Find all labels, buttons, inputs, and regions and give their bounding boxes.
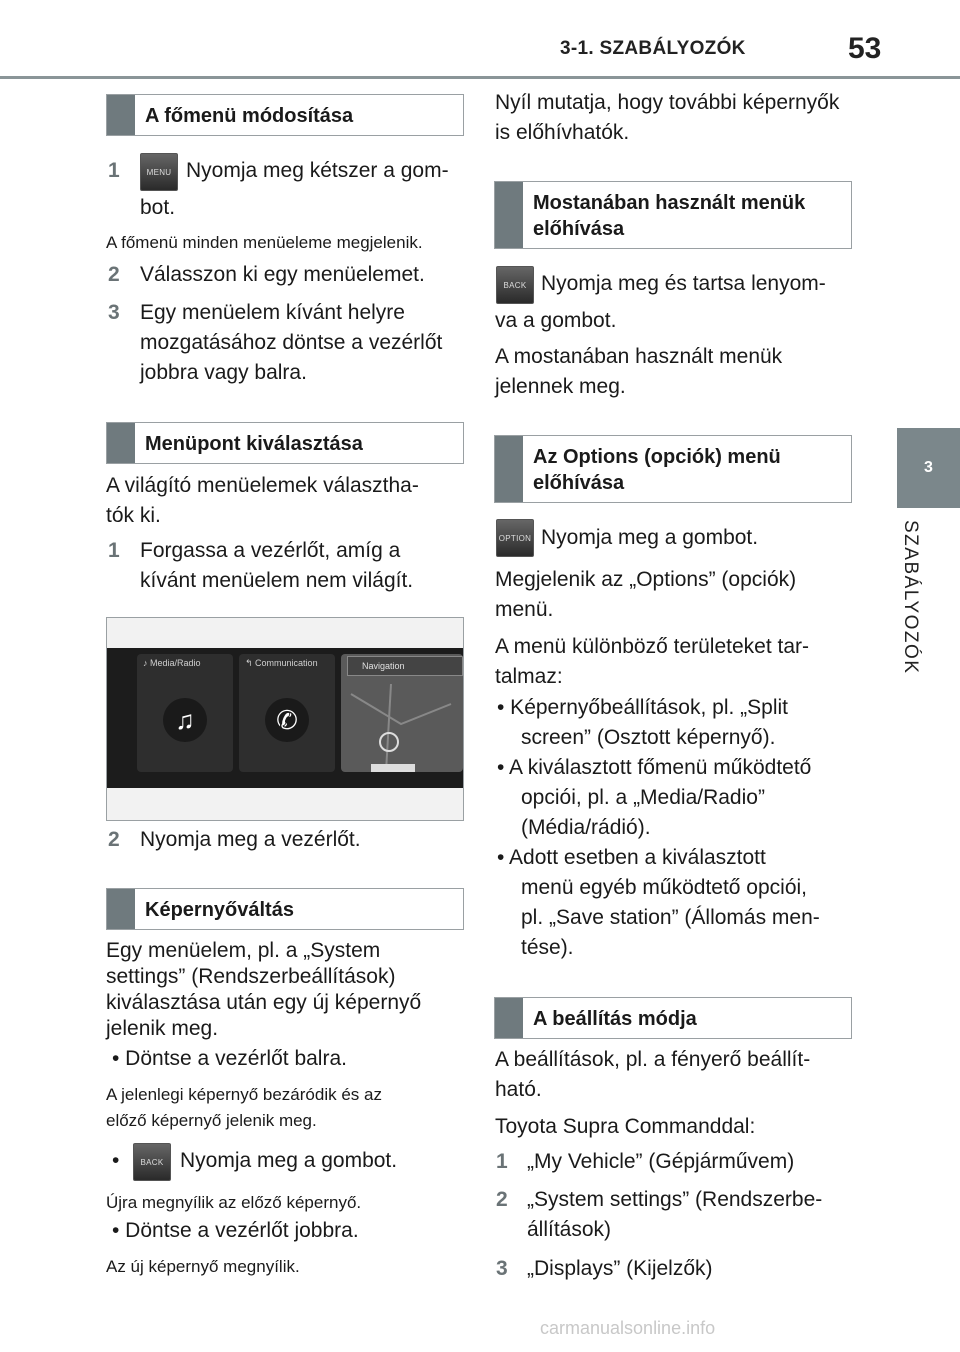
- paragraph: A menü különböző területeket tar-: [495, 635, 810, 658]
- note-text: A főmenü minden menüeleme megjelenik.: [106, 233, 423, 252]
- step-number: 1: [108, 539, 120, 562]
- back-button-icon: BACK: [133, 1143, 171, 1181]
- step-number: 2: [496, 1188, 508, 1211]
- step-text: Egy menüelem kívánt helyre: [140, 301, 405, 324]
- paragraph: Nyomja meg és tartsa lenyom-: [541, 272, 826, 295]
- step-number: 3: [108, 301, 120, 324]
- map-icon: [341, 654, 463, 772]
- chapter-tab: 3: [897, 428, 960, 508]
- step-text: mozgatásához döntse a vezérlőt: [140, 331, 443, 354]
- paragraph: Nyomja meg a gombot.: [541, 526, 759, 549]
- menu-button-icon: MENU: [140, 153, 178, 191]
- step-number: 3: [496, 1257, 508, 1280]
- heading-setting-method: A beállítás módja: [494, 997, 852, 1039]
- phone-icon: ✆: [276, 704, 298, 735]
- note-text: Újra megnyílik az előző képernyő.: [106, 1193, 362, 1212]
- step-text: Forgassa a vezérlőt, amíg a: [140, 539, 401, 562]
- note-text: Az új képernyő megnyílik.: [106, 1257, 300, 1276]
- note-text: előző képernyő jelenik meg.: [106, 1111, 317, 1130]
- note-text: A jelenlegi képernyő bezáródik és az: [106, 1085, 382, 1104]
- section-title: 3-1. SZABÁLYOZÓK: [560, 38, 746, 59]
- step-text: Nyomja meg kétszer a gom-: [186, 159, 449, 182]
- bullet-item: tése).: [521, 936, 574, 959]
- paragraph: jelenik meg.: [106, 1017, 219, 1040]
- menu-card-navigation: Navigation: [341, 654, 463, 772]
- paragraph: A beállítások, pl. a fényerő beállít-: [495, 1048, 811, 1071]
- paragraph: talmaz:: [495, 665, 563, 688]
- step-number: 1: [108, 159, 120, 182]
- header-rule: [0, 76, 960, 79]
- step-number: 2: [108, 263, 120, 286]
- paragraph: jelennek meg.: [495, 375, 626, 398]
- paragraph: Egy menüelem, pl. a „System: [106, 939, 381, 962]
- menu-card-communication: ↰ Communication ✆: [239, 654, 335, 772]
- paragraph: Toyota Supra Commanddal:: [495, 1115, 756, 1138]
- back-button-icon: BACK: [496, 266, 534, 304]
- bullet-dot: •: [112, 1149, 120, 1172]
- bullet-item: (Média/rádió).: [521, 816, 651, 839]
- paragraph: is előhívhatók.: [495, 121, 630, 144]
- page-number: 53: [848, 32, 882, 65]
- step-text: „System settings” (Rendszerbe-: [527, 1188, 823, 1211]
- bullet-item: screen” (Osztott képernyő).: [521, 726, 776, 749]
- bullet-item: pl. „Save station” (Állomás men-: [521, 906, 820, 929]
- chapter-side-label: SZABÁLYOZÓK: [900, 520, 921, 675]
- bullet-item: Nyomja meg a gombot.: [180, 1149, 398, 1172]
- step-text: jobbra vagy balra.: [140, 361, 307, 384]
- bullet-item: • Döntse a vezérlőt balra.: [112, 1047, 347, 1070]
- paragraph: va a gombot.: [495, 309, 617, 332]
- option-button-icon: OPTION: [496, 519, 534, 557]
- step-text: Válasszon ki egy menüelemet.: [140, 263, 425, 286]
- heading-screen-switch: Képernyőváltás: [106, 888, 464, 930]
- heading-main-menu-edit: A főmenü módosítása: [106, 94, 464, 136]
- step-text: „Displays” (Kijelzők): [527, 1257, 713, 1280]
- paragraph: kiválasztása után egy új képernyő: [106, 991, 422, 1014]
- paragraph: settings” (Rendszerbeállítások): [106, 965, 396, 988]
- step-text: kívánt menüelem nem világít.: [140, 569, 414, 592]
- menu-card-media: ♪ Media/Radio ♫: [137, 654, 233, 772]
- step-number: 1: [496, 1150, 508, 1173]
- step-number: 2: [108, 828, 120, 851]
- heading-recent-menus: Mostanában használt menük előhívása: [494, 181, 852, 249]
- music-note-icon: ♫: [175, 704, 195, 735]
- step-text: bot.: [140, 196, 176, 219]
- bullet-item: menü egyéb működtető opciói,: [521, 876, 808, 899]
- step-text: állítások): [527, 1218, 612, 1241]
- paragraph: menü.: [495, 598, 554, 621]
- step-text: „My Vehicle” (Gépjárművem): [527, 1150, 795, 1173]
- paragraph: A világító menüelemek választha-: [106, 474, 419, 497]
- bullet-item: • Adott esetben a kiválasztott: [497, 846, 766, 869]
- paragraph: A mostanában használt menük: [495, 345, 783, 368]
- bullet-item: • Képernyőbeállítások, pl. „Split: [497, 696, 789, 719]
- heading-options-menu: Az Options (opciók) menü előhívása: [494, 435, 852, 503]
- step-text: Nyomja meg a vezérlőt.: [140, 828, 361, 851]
- bullet-item: opciói, pl. a „Media/Radio”: [521, 786, 765, 809]
- paragraph: Nyíl mutatja, hogy további képernyők: [495, 91, 840, 114]
- main-menu-screenshot: [106, 617, 464, 821]
- paragraph: Megjelenik az „Options” (opciók): [495, 568, 797, 591]
- paragraph: tók ki.: [106, 504, 161, 527]
- watermark-text: carmanualsonline.info: [540, 1318, 716, 1338]
- paragraph: ható.: [495, 1078, 542, 1101]
- heading-menu-select: Menüpont kiválasztása: [106, 422, 464, 464]
- bullet-item: • Döntse a vezérlőt jobbra.: [112, 1219, 359, 1242]
- bullet-item: • A kiválasztott főmenü működtető: [497, 756, 812, 779]
